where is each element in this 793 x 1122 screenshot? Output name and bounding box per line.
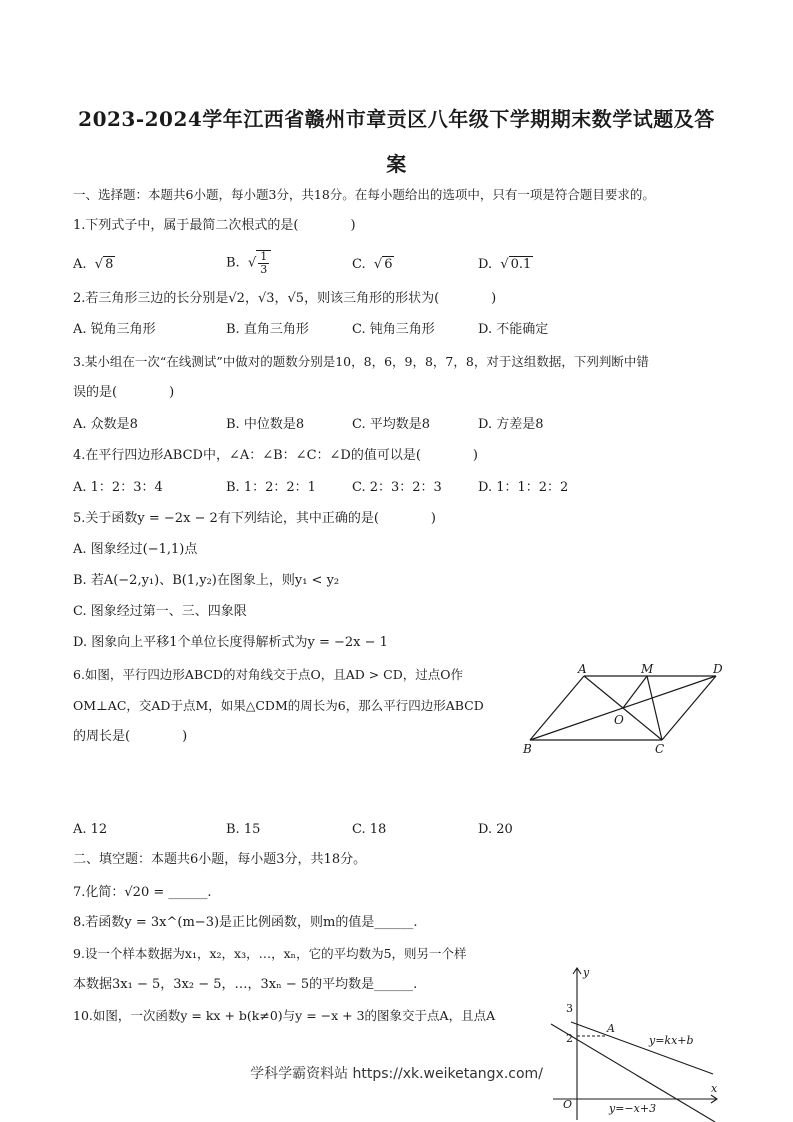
question-8: 8.若函数y = 3x^(m−3)是正比例函数，则m的值是______. <box>73 915 418 930</box>
q6-option-c: C. 18 <box>352 822 387 837</box>
segment-om <box>623 676 647 708</box>
question-7: 7.化简：√20 = ______. <box>73 885 212 900</box>
q1-option-c-label: C. <box>352 257 366 272</box>
q4-option-c: C. 2：3：2：3 <box>352 480 442 495</box>
q5-option-a: A. 图象经过(−1,1)点 <box>73 542 198 557</box>
section-2-heading: 二、填空题：本题共6小题，每小题3分，共18分。 <box>73 852 367 867</box>
q1-option-a-value: 8 <box>105 257 114 272</box>
question-6-line1: 6.如图，平行四边形ABCD的对角线交于点O，且AD > CD，过点O作 <box>73 667 464 682</box>
q3-option-c: C. 平均数是8 <box>352 417 431 432</box>
segment-mc <box>647 676 662 740</box>
tick-2-label: 2 <box>566 1032 573 1045</box>
q3-option-b: B. 中位数是8 <box>226 417 305 432</box>
q1-option-b-label: B. <box>226 255 240 271</box>
q6-option-d: D. 20 <box>478 822 513 837</box>
line1-label: y=kx+b <box>649 1034 694 1047</box>
exam-title-line1: 2023-2024学年江西省赣州市章贡区八年级下学期期末数学试题及答 <box>78 107 715 131</box>
q1-option-d-value: 0.1 <box>510 257 532 272</box>
q2-option-b: B. 直角三角形 <box>226 322 309 337</box>
question-5: 5.关于函数y = −2x − 2有下列结论，其中正确的是( ) <box>73 511 436 526</box>
y-axis-label: y <box>583 966 590 979</box>
linear-function-graph <box>545 962 725 1122</box>
q2-option-c: C. 钝角三角形 <box>352 322 435 337</box>
q3-option-d: D. 方差是8 <box>478 417 544 432</box>
q1-option-d-label: D. <box>478 257 493 272</box>
origin-label: O <box>563 1098 573 1111</box>
q2-option-d: D. 不能确定 <box>478 322 549 337</box>
q5-option-c: C. 图象经过第一、三、四象限 <box>73 604 247 619</box>
label-a: A <box>578 662 587 676</box>
q1-option-a-label: A. <box>73 257 87 272</box>
q1-option-b-numerator: 1 <box>260 250 268 263</box>
x-axis-label: x <box>711 1082 718 1095</box>
q1-option-c: C. √ 6 <box>352 257 393 272</box>
label-c: C <box>655 742 665 756</box>
q4-option-b: B. 1：2：2：1 <box>226 480 316 495</box>
question-4: 4.在平行四边形ABCD中，∠A：∠B：∠C：∠D的值可以是( ) <box>73 448 478 463</box>
q1-option-b-denominator: 3 <box>260 263 268 276</box>
label-b: B <box>523 742 532 756</box>
footer-watermark: 学科学霸资料站 https://xk.weiketangx.com/ <box>250 1066 543 1082</box>
q3-option-a: A. 众数是8 <box>73 417 138 432</box>
question-1: 1.下列式子中，属于最简二次根式的是( ) <box>73 218 356 233</box>
q1-option-b: B. √ $\frac{1}{3}$ <box>226 250 271 276</box>
q6-option-b: B. 15 <box>226 822 261 837</box>
q6-option-a: A. 12 <box>73 822 108 837</box>
line2-label: y=−x+3 <box>609 1102 657 1115</box>
question-3-line2: 误的是( ) <box>73 385 175 400</box>
q4-option-d: D. 1：1：2：2 <box>478 480 569 495</box>
tick-3-label: 3 <box>566 1002 573 1015</box>
question-9-line2: 本数据3x₁ − 5，3x₂ − 5，…，3xₙ − 5的平均数是______. <box>73 977 418 992</box>
parallelogram-figure <box>518 660 733 760</box>
question-10: 10.如图，一次函数y = kx + b(k≠0)与y = −x + 3的图象交于点A，且点A <box>73 1008 496 1023</box>
q1-option-a: A. √ 8 <box>73 257 114 272</box>
q1-option-d: D. √ 0.1 <box>478 257 532 272</box>
q4-option-a: A. 1：2：3：4 <box>73 480 163 495</box>
q1-option-c-value: 6 <box>384 257 393 272</box>
question-2: 2.若三角形三边的长分别是√2，√3，√5，则该三角形的形状为( ) <box>73 291 497 306</box>
q5-option-b: B. 若A(−2,y₁)、B(1,y₂)在图象上，则y₁ < y₂ <box>73 573 340 588</box>
q5-option-d: D. 图象向上平移1个单位长度得解析式为y = −2x − 1 <box>73 635 388 650</box>
exam-title-line2: 案 <box>386 152 407 176</box>
question-9-line1: 9.设一个样本数据为x₁，x₂，x₃，…，xₙ，它的平均数为5，则另一个样 <box>73 946 467 961</box>
question-6-line3: 的周长是( ) <box>73 729 188 744</box>
label-o: O <box>614 713 624 727</box>
label-d: D <box>713 662 723 676</box>
point-a-label: A <box>607 1022 615 1035</box>
question-6-line2: OM⊥AC，交AD于点M，如果△CDM的周长为6，那么平行四边形ABCD <box>73 698 484 713</box>
label-m: M <box>641 662 654 676</box>
question-3-line1: 3.某小组在一次“在线测试”中做对的题数分别是10，8，6，9，8，7，8，对于这组数据，下列判断中错 <box>73 354 649 369</box>
q2-option-a: A. 锐角三角形 <box>73 322 156 337</box>
section-1-heading: 一、选择题：本题共6小题，每小题3分，共18分。在每小题给出的选项中，只有一项是符合题目要求的。 <box>73 187 655 202</box>
